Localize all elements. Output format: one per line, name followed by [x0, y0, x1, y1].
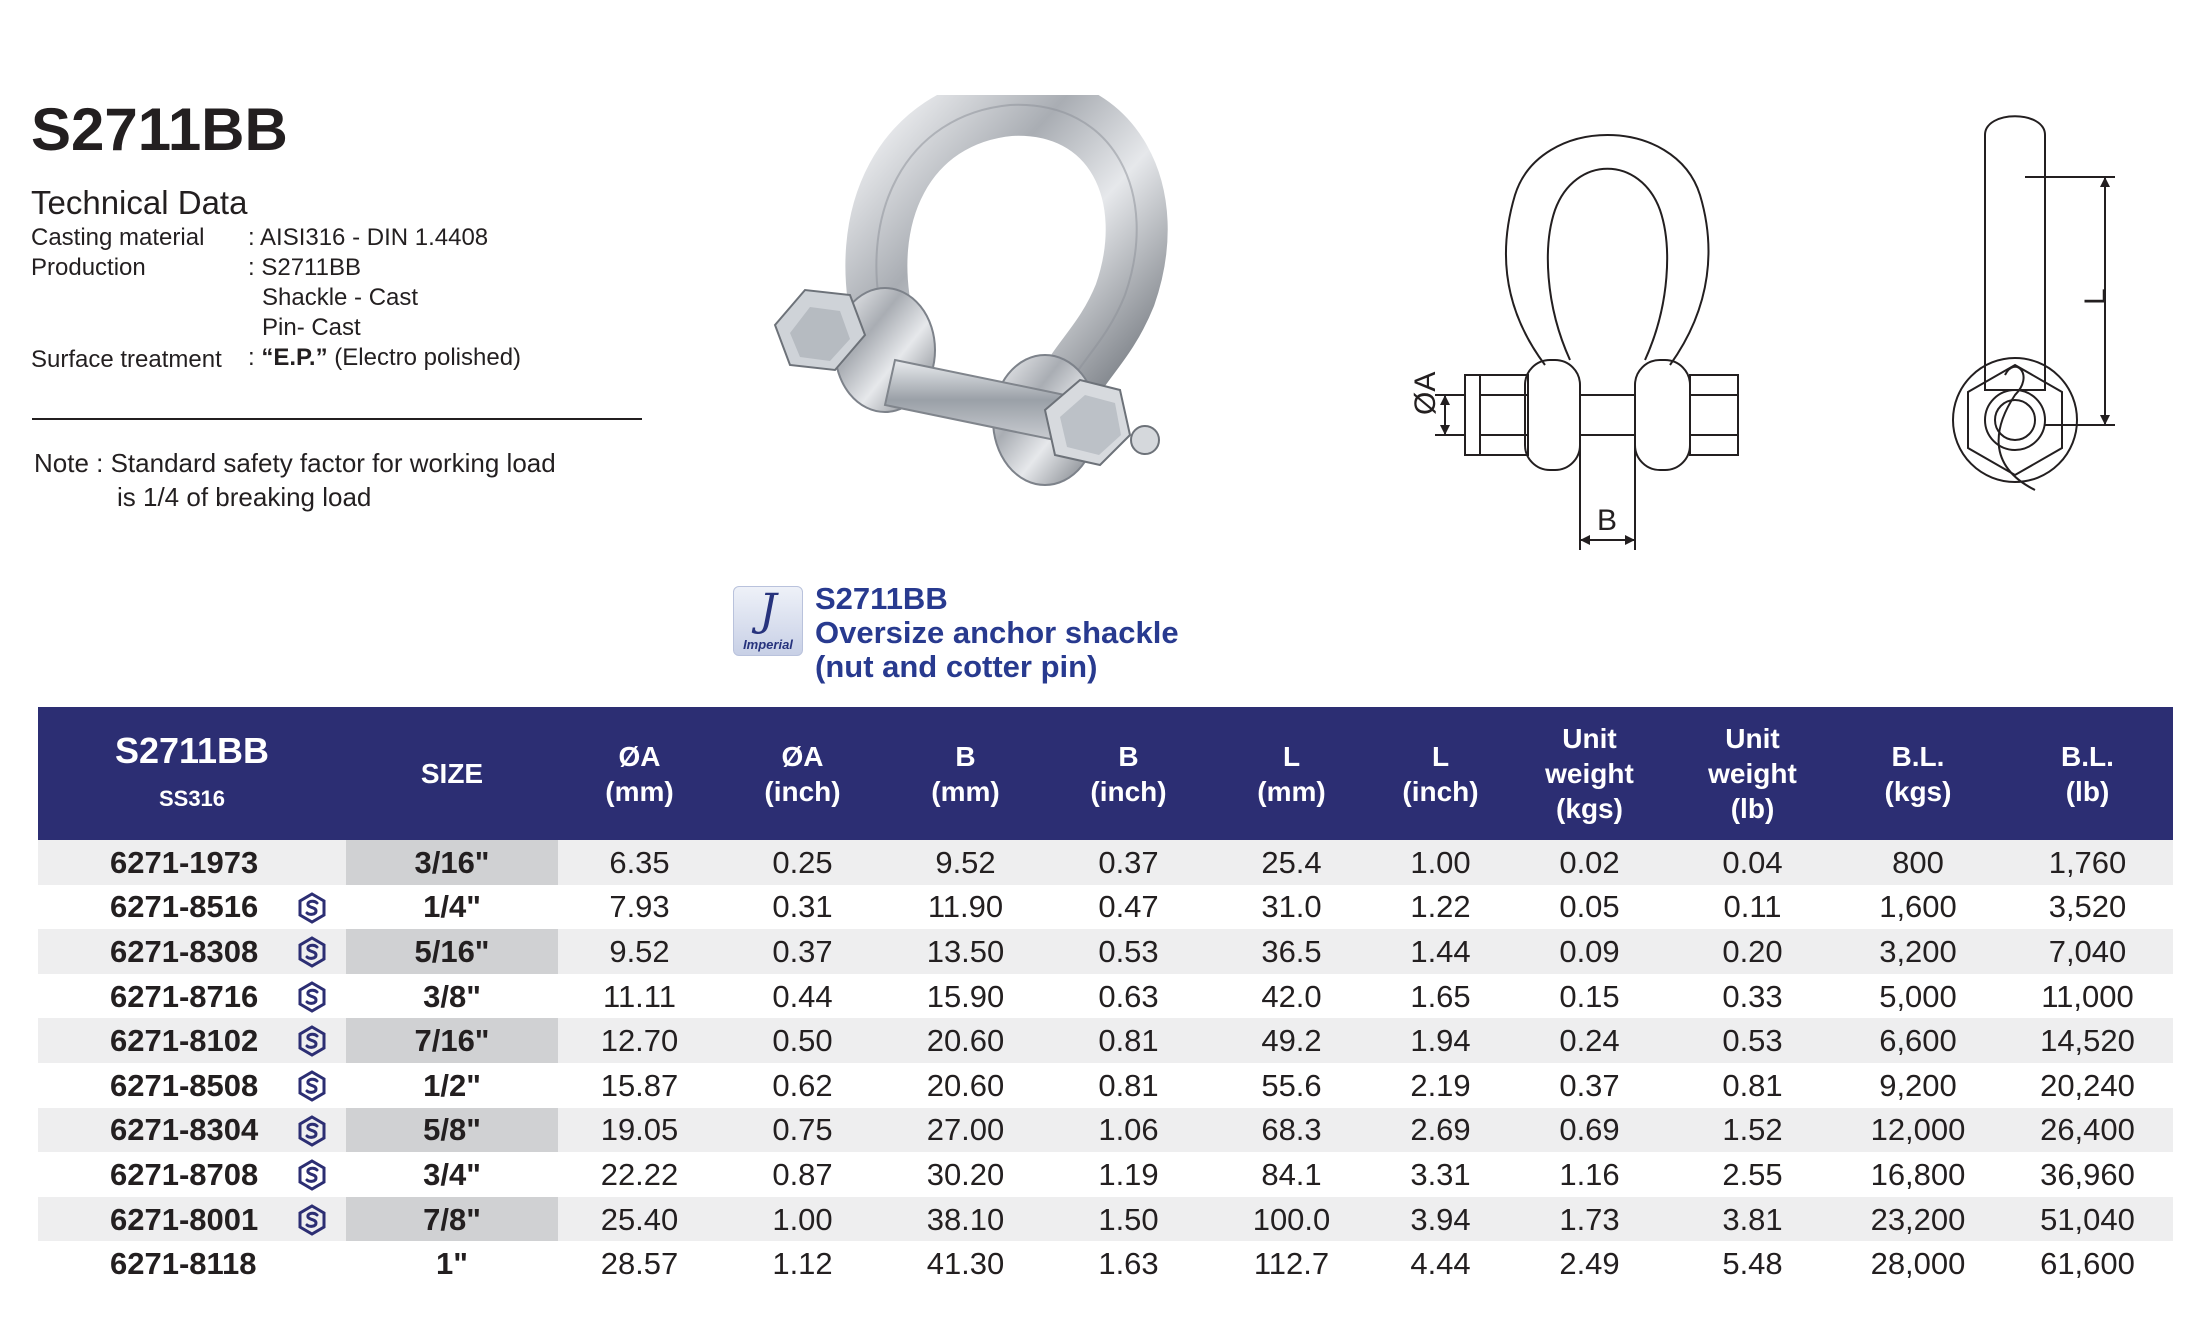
cell-w-kg: 0.69	[1508, 1108, 1671, 1153]
cell-b-in: 1.63	[1047, 1241, 1210, 1286]
cell-l-in: 1.22	[1373, 885, 1508, 930]
note-line-1: Note : Standard safety factor for working load	[34, 448, 556, 478]
cell-l-mm: 36.5	[1210, 929, 1373, 974]
cell-a-mm: 28.57	[558, 1241, 721, 1286]
cell-bl-kg: 23,200	[1834, 1197, 2002, 1242]
cell-bl-kg: 12,000	[1834, 1108, 2002, 1153]
item-code	[38, 1241, 346, 1286]
size-cell: 1"	[346, 1241, 558, 1286]
cell-l-mm: 100.0	[1210, 1197, 1373, 1242]
header-bl-kgs	[1834, 707, 2002, 840]
item-code	[38, 974, 346, 1019]
header-a-inch	[721, 707, 884, 840]
item-code	[38, 929, 346, 974]
cell-w-lb: 0.11	[1671, 885, 1834, 930]
spec-label-surface: Surface treatment	[31, 346, 222, 373]
header-b-mm-l2: (mm)	[931, 775, 1000, 807]
cell-b-mm: 38.10	[884, 1197, 1047, 1242]
cell-b-mm: 15.90	[884, 974, 1047, 1019]
item-code	[38, 1152, 346, 1197]
stock-hexagon-icon	[296, 1070, 328, 1102]
cell-bl-lb: 3,520	[2002, 885, 2173, 930]
cell-w-kg: 1.73	[1508, 1197, 1671, 1242]
cell-w-lb: 0.81	[1671, 1063, 1834, 1108]
cell-a-in: 1.12	[721, 1241, 884, 1286]
cell-w-kg: 2.49	[1508, 1241, 1671, 1286]
stock-hexagon-icon	[296, 1025, 328, 1057]
spec-label-production: Production	[31, 254, 146, 281]
dimension-label-l: L	[2079, 288, 2112, 305]
spec-value-surface-rest: (Electro polished)	[327, 344, 522, 371]
cell-l-mm: 112.7	[1210, 1241, 1373, 1286]
cell-w-lb: 0.20	[1671, 929, 1834, 974]
header-weight-lb	[1671, 707, 1834, 840]
cell-w-kg: 0.37	[1508, 1063, 1671, 1108]
cell-w-kg: 0.15	[1508, 974, 1671, 1019]
cell-a-mm: 12.70	[558, 1018, 721, 1063]
note-line-2: is 1/4 of breaking load	[117, 482, 372, 512]
cell-w-lb: 5.48	[1671, 1241, 1834, 1286]
header-size	[346, 707, 558, 840]
header-material: SS316	[158, 786, 226, 811]
size-cell: 5/8"	[346, 1108, 558, 1153]
cell-b-in: 0.37	[1047, 840, 1210, 885]
table-row	[38, 1197, 2173, 1242]
cell-b-in: 0.81	[1047, 1063, 1210, 1108]
cell-w-lb: 0.33	[1671, 974, 1834, 1019]
item-code-text: 6271-8708	[110, 1156, 259, 1192]
cell-l-mm: 55.6	[1210, 1063, 1373, 1108]
table-header-row	[38, 707, 2173, 840]
cell-a-mm: 19.05	[558, 1108, 721, 1153]
cell-l-in: 2.69	[1373, 1108, 1508, 1153]
item-code	[38, 1197, 346, 1242]
cell-b-mm: 13.50	[884, 929, 1047, 974]
header-product-code: S2711BB	[114, 730, 270, 771]
table-row	[38, 974, 2173, 1019]
cell-b-in: 0.81	[1047, 1018, 1210, 1063]
cell-b-mm: 30.20	[884, 1152, 1047, 1197]
cell-l-mm: 68.3	[1210, 1108, 1373, 1153]
item-code-text: 6271-8308	[110, 933, 259, 969]
header-product	[38, 707, 346, 840]
cell-b-in: 0.47	[1047, 885, 1210, 930]
cell-w-kg: 0.02	[1508, 840, 1671, 885]
header-b-mm-l1: B	[955, 740, 976, 772]
header-a-mm-l2: (mm)	[605, 775, 674, 807]
table-row	[38, 885, 2173, 930]
table-row	[38, 929, 2173, 974]
cell-b-mm: 41.30	[884, 1241, 1047, 1286]
cell-l-in: 3.31	[1373, 1152, 1508, 1197]
item-code-text: 6271-8508	[110, 1067, 259, 1103]
header-l-mm-l1: L	[1282, 740, 1301, 772]
cell-bl-lb: 61,600	[2002, 1241, 2173, 1286]
cell-l-in: 1.94	[1373, 1018, 1508, 1063]
cell-a-in: 0.37	[721, 929, 884, 974]
table-row	[38, 1018, 2173, 1063]
header-bl-kgs-l2: (kgs)	[1884, 775, 1952, 807]
cell-b-mm: 20.60	[884, 1018, 1047, 1063]
cell-a-in: 0.50	[721, 1018, 884, 1063]
dimension-label-b: B	[1596, 504, 1618, 537]
item-code	[38, 840, 346, 885]
header-bl-lb-l2: (lb)	[2065, 775, 2110, 807]
item-code-text: 6271-8102	[110, 1023, 259, 1059]
header-weight-kgs-l2: weight	[1545, 758, 1634, 789]
item-code	[38, 1063, 346, 1108]
cell-l-in: 1.00	[1373, 840, 1508, 885]
cell-l-mm: 84.1	[1210, 1152, 1373, 1197]
item-code-text: 6271-8516	[110, 889, 259, 925]
table-body	[38, 840, 2173, 1286]
cell-a-mm: 6.35	[558, 840, 721, 885]
cell-a-mm: 11.11	[558, 974, 721, 1019]
header-a-inch-l1: ØA	[781, 740, 824, 772]
cell-w-kg: 1.16	[1508, 1152, 1671, 1197]
header-a-mm-l1: ØA	[618, 740, 661, 772]
cell-w-kg: 0.09	[1508, 929, 1671, 974]
header-weight-lb-l2: weight	[1708, 758, 1797, 789]
cell-l-mm: 42.0	[1210, 974, 1373, 1019]
table-row	[38, 1063, 2173, 1108]
header-weight-kgs-l1: Unit	[1562, 723, 1617, 754]
technical-data-heading: Technical Data	[31, 184, 248, 221]
spec-value-surface	[248, 346, 521, 370]
cell-bl-kg: 1,600	[1834, 885, 2002, 930]
cell-w-lb: 0.04	[1671, 840, 1834, 885]
cell-bl-lb: 14,520	[2002, 1018, 2173, 1063]
spec-label-casting: Casting material	[31, 224, 205, 251]
cell-a-in: 0.25	[721, 840, 884, 885]
header-l-inch	[1373, 707, 1508, 840]
item-code-text: 6271-8716	[110, 978, 259, 1014]
cell-w-lb: 1.52	[1671, 1108, 1834, 1153]
cell-bl-kg: 16,800	[1834, 1152, 2002, 1197]
cell-a-in: 0.31	[721, 885, 884, 930]
item-code	[38, 1018, 346, 1063]
header-l-inch-l2: (inch)	[1402, 775, 1479, 807]
cell-l-mm: 25.4	[1210, 840, 1373, 885]
spec-value-surface-bold: “E.P.”	[261, 344, 328, 371]
item-code	[38, 1108, 346, 1153]
cell-l-mm: 49.2	[1210, 1018, 1373, 1063]
cell-l-in: 1.44	[1373, 929, 1508, 974]
table-row	[38, 1152, 2173, 1197]
size-cell: 3/4"	[346, 1152, 558, 1197]
cell-l-in: 4.44	[1373, 1241, 1508, 1286]
cell-a-mm: 25.40	[558, 1197, 721, 1242]
cell-b-in: 1.06	[1047, 1108, 1210, 1153]
cell-bl-lb: 26,400	[2002, 1108, 2173, 1153]
cell-a-mm: 15.87	[558, 1063, 721, 1108]
cell-b-in: 0.53	[1047, 929, 1210, 974]
logo-glyph: J	[759, 585, 777, 636]
cell-bl-lb: 51,040	[2002, 1197, 2173, 1242]
header-bl-lb-l1: B.L.	[2061, 740, 2114, 772]
header-size-label: SIZE	[420, 758, 484, 789]
size-cell: 7/16"	[346, 1018, 558, 1063]
header-a-mm	[558, 707, 721, 840]
spec-value-production-pin: Pin- Cast	[262, 314, 361, 341]
imperial-logo	[733, 586, 803, 656]
cell-bl-lb: 36,960	[2002, 1152, 2173, 1197]
caption-name: Oversize anchor shackle	[815, 615, 1179, 650]
header-l-mm-l2: (mm)	[1257, 775, 1326, 807]
header-l-inch-l1: L	[1431, 740, 1450, 772]
item-code	[38, 885, 346, 930]
table-row	[38, 1108, 2173, 1153]
header-b-inch-l1: B	[1118, 740, 1139, 772]
header-b-inch-l2: (inch)	[1090, 775, 1167, 807]
stock-hexagon-icon	[296, 936, 328, 968]
caption-code: S2711BB	[815, 581, 948, 616]
cell-bl-kg: 3,200	[1834, 929, 2002, 974]
size-cell: 3/8"	[346, 974, 558, 1019]
header-l-mm	[1210, 707, 1373, 840]
header-weight-lb-l1: Unit	[1725, 723, 1780, 754]
cell-bl-kg: 28,000	[1834, 1241, 2002, 1286]
stock-hexagon-icon	[296, 892, 328, 924]
cell-bl-lb: 1,760	[2002, 840, 2173, 885]
section-divider	[32, 418, 642, 420]
cell-bl-kg: 9,200	[1834, 1063, 2002, 1108]
cell-a-in: 1.00	[721, 1197, 884, 1242]
stock-hexagon-icon	[296, 981, 328, 1013]
stock-hexagon-icon	[296, 1204, 328, 1236]
cell-b-in: 1.19	[1047, 1152, 1210, 1197]
spec-value-production-shackle: Shackle - Cast	[262, 284, 419, 311]
logo-text: Imperial	[743, 637, 793, 652]
cell-b-mm: 27.00	[884, 1108, 1047, 1153]
cell-l-in: 1.65	[1373, 974, 1508, 1019]
cell-w-lb: 0.53	[1671, 1018, 1834, 1063]
size-cell: 1/2"	[346, 1063, 558, 1108]
cell-w-lb: 2.55	[1671, 1152, 1834, 1197]
cell-a-in: 0.75	[721, 1108, 884, 1153]
size-cell: 3/16"	[346, 840, 558, 885]
cell-bl-kg: 6,600	[1834, 1018, 2002, 1063]
cell-a-in: 0.62	[721, 1063, 884, 1108]
shackle-photo	[735, 95, 1265, 575]
cell-a-mm: 9.52	[558, 929, 721, 974]
cell-b-in: 0.63	[1047, 974, 1210, 1019]
header-a-inch-l2: (inch)	[764, 775, 841, 807]
cell-w-lb: 3.81	[1671, 1197, 1834, 1242]
cell-l-in: 3.94	[1373, 1197, 1508, 1242]
item-code-text: 6271-8001	[110, 1201, 259, 1237]
cell-a-mm: 22.22	[558, 1152, 721, 1197]
item-code-text: 6271-8118	[110, 1246, 257, 1282]
size-cell: 7/8"	[346, 1197, 558, 1242]
cell-bl-lb: 11,000	[2002, 974, 2173, 1019]
table-row	[38, 1241, 2173, 1286]
header-weight-lb-l3: (lb)	[1730, 793, 1775, 824]
item-code-text: 6271-1973	[110, 844, 259, 880]
cell-b-mm: 9.52	[884, 840, 1047, 885]
cell-b-in: 1.50	[1047, 1197, 1210, 1242]
cell-a-in: 0.44	[721, 974, 884, 1019]
header-weight-kgs	[1508, 707, 1671, 840]
cell-b-mm: 11.90	[884, 885, 1047, 930]
shackle-diagram	[1395, 105, 2135, 555]
header-bl-kgs-l1: B.L.	[1891, 740, 1945, 772]
cell-b-mm: 20.60	[884, 1063, 1047, 1108]
cell-bl-kg: 5,000	[1834, 974, 2002, 1019]
dimension-label-a: ØA	[1409, 371, 1442, 415]
header-bl-lb	[2002, 707, 2173, 840]
cell-bl-kg: 800	[1834, 840, 2002, 885]
spec-value-casting: : AISI316 - DIN 1.4408	[248, 224, 489, 251]
size-cell: 1/4"	[346, 885, 558, 930]
cell-w-kg: 0.24	[1508, 1018, 1671, 1063]
header-b-inch	[1047, 707, 1210, 840]
page-title: S2711BB	[31, 96, 288, 163]
header-weight-kgs-l3: (kgs)	[1556, 793, 1623, 824]
caption-subtitle: (nut and cotter pin)	[815, 649, 1098, 684]
cell-l-mm: 31.0	[1210, 885, 1373, 930]
item-code-text: 6271-8304	[110, 1112, 259, 1148]
spec-value-surface-prefix: :	[248, 344, 262, 371]
table-row	[38, 840, 2173, 885]
stock-hexagon-icon	[296, 1115, 328, 1147]
cell-bl-lb: 7,040	[2002, 929, 2173, 974]
header-b-mm	[884, 707, 1047, 840]
cell-w-kg: 0.05	[1508, 885, 1671, 930]
spec-table	[38, 707, 2173, 1286]
cell-a-mm: 7.93	[558, 885, 721, 930]
size-cell: 5/16"	[346, 929, 558, 974]
stock-hexagon-icon	[296, 1159, 328, 1191]
cell-bl-lb: 20,240	[2002, 1063, 2173, 1108]
spec-value-production: : S2711BB	[248, 254, 361, 281]
cell-l-in: 2.19	[1373, 1063, 1508, 1108]
cell-a-in: 0.87	[721, 1152, 884, 1197]
